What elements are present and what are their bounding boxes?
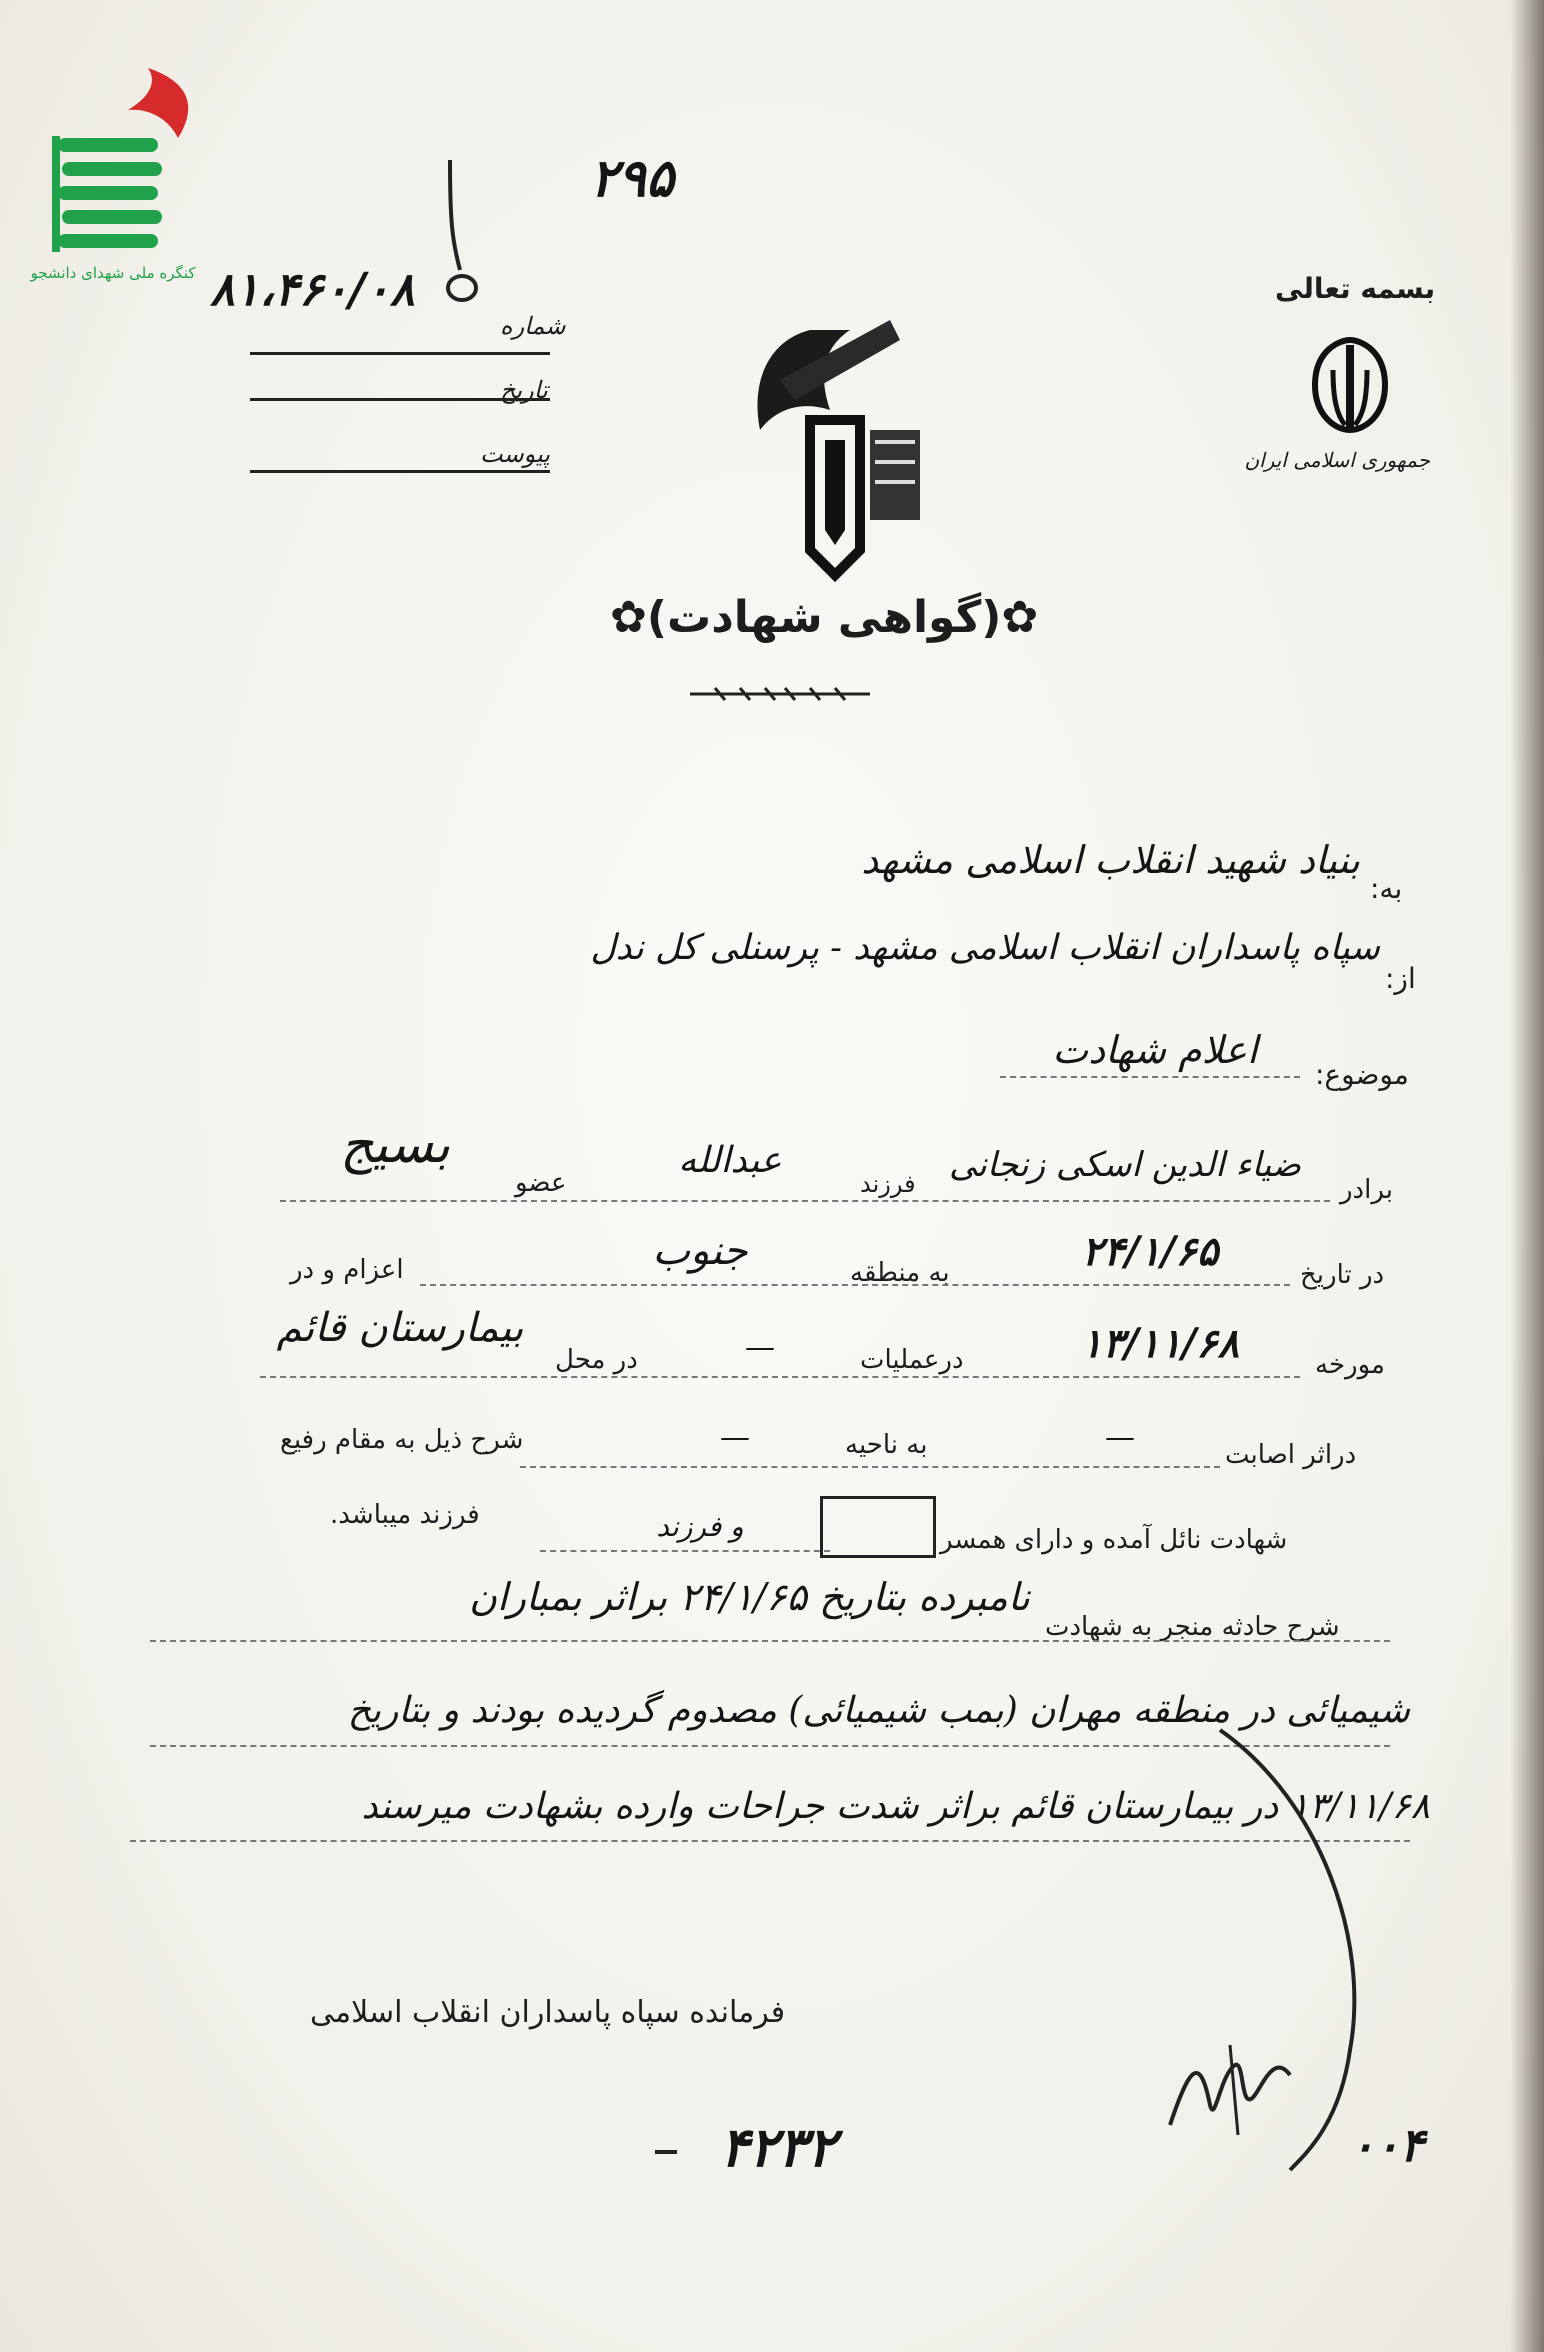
footer-dash — [655, 2150, 677, 2154]
brother-name: ضیاء الدین اسکی زنجانی — [949, 1145, 1301, 1185]
to-value: بنیاد شهید انقلاب اسلامی مشهد — [861, 838, 1360, 882]
file-code: ۲۹۵ — [590, 148, 674, 209]
title-star-icon-right: ✿ — [1001, 592, 1039, 643]
field-line-date — [250, 398, 550, 401]
region-label: به منطقه — [850, 1258, 950, 1288]
reference-number: ۸۱،۴۶۰/۰۸ — [210, 262, 415, 316]
dated-underline — [260, 1376, 1300, 1378]
dispatch-label: اعزام و در — [290, 1255, 404, 1285]
rank-label: شرح ذیل به مقام رفیع — [280, 1425, 524, 1455]
date-value: ۲۴/۱/۶۵ — [1081, 1228, 1219, 1275]
irgc-emblem — [740, 300, 930, 590]
scan-shadow-edge — [1510, 0, 1544, 2352]
brother-underline — [280, 1200, 1330, 1202]
operations-value: — — [745, 1330, 775, 1365]
region-value: جنوب — [652, 1228, 748, 1274]
invocation-text: بسمه تعالی — [1275, 272, 1436, 305]
spouse-box — [820, 1496, 936, 1558]
location-label: در محل — [555, 1345, 638, 1375]
signature-scribble-icon — [1160, 2035, 1320, 2145]
iran-emblem-caption: جمهوری اسلامی ایران — [1244, 448, 1430, 472]
from-label: از: — [1385, 962, 1416, 995]
to-label: به: — [1370, 872, 1403, 905]
signature-mark — [1160, 2060, 1162, 2061]
martyr-label: شهادت نائل آمده و دارای همسر — [940, 1525, 1288, 1555]
narrative-line-3: ۱۳/۱۱/۶۸ در بیمارستان قائم براثر شدت جراحات وارده بشهادت میرسند — [361, 1786, 1430, 1827]
area-value: — — [720, 1420, 750, 1455]
from-value: سپاه پاسداران انقلاب اسلامی مشهد - پرسنلی کل ندل — [590, 928, 1380, 968]
injury-underline — [520, 1466, 1220, 1468]
brother-label: برادر — [1340, 1175, 1393, 1205]
iran-emblem — [1244, 330, 1430, 510]
date-label: در تاریخ — [1300, 1260, 1385, 1290]
operations-label: درعملیات — [860, 1345, 964, 1375]
injury-value: — — [1105, 1420, 1135, 1455]
martyr-underline — [540, 1550, 830, 1552]
date-underline — [420, 1284, 1290, 1286]
sepah-emblem-icon — [740, 300, 930, 590]
area-label: به ناحیه — [845, 1430, 928, 1460]
signature-label: فرمانده سپاه پاسداران انقلاب اسلامی — [310, 1995, 786, 2030]
field-label-date: تاریخ — [500, 376, 548, 404]
congress-logo — [28, 58, 198, 288]
footer-right-number: ۰۰۴ — [1350, 2118, 1425, 2172]
children-label: فرزند میباشد. — [330, 1500, 480, 1530]
narrative-label: شرح حادثه منجر به شهادت — [1045, 1612, 1340, 1642]
pen-scribble-icon — [420, 160, 540, 310]
subject-label: موضوع: — [1315, 1058, 1409, 1091]
subject-value: اعلام شهادت — [1052, 1028, 1258, 1072]
member-value: بسیج — [339, 1115, 451, 1175]
field-line-number — [250, 352, 550, 355]
father-name: عبدالله — [678, 1140, 782, 1181]
footer-left-number: ۴۲۳۲ — [720, 2115, 837, 2179]
narrative-underline-1 — [150, 1640, 1390, 1642]
field-line-attachment — [250, 470, 550, 473]
allah-emblem-icon — [1295, 330, 1405, 440]
children-value: و فرزند — [656, 1510, 744, 1543]
subject-underline — [1000, 1076, 1300, 1078]
narrative-line-2: شیمیائی در منطقه مهران (بمب شیمیائی) مصدوم گردیده بودند و بتاریخ — [347, 1690, 1410, 1731]
title-star-icon-left: ✿ — [610, 592, 647, 643]
dated-value: ۱۳/۱۱/۶۸ — [1080, 1320, 1240, 1367]
member-label: عضو — [515, 1168, 567, 1198]
title-ornament-icon — [685, 682, 875, 706]
books-logo-icon — [28, 58, 198, 258]
injury-label: دراثر اصابت — [1225, 1440, 1357, 1470]
document-title-text: (گواهی شهادت) — [646, 592, 1002, 643]
dated-label: مورخه — [1315, 1350, 1385, 1380]
field-label-attachment: پیوست — [480, 440, 550, 468]
document-title — [610, 592, 1038, 643]
narrative-line-1: نامبرده بتاریخ ۲۴/۱/۶۵ براثر بمباران — [469, 1575, 1030, 1619]
son-label: فرزند — [860, 1170, 916, 1198]
location-value: بیمارستان قائم — [276, 1305, 524, 1351]
field-label-number: شماره — [500, 312, 566, 340]
logo-caption: کنگره ملی شهدای دانشجو — [30, 264, 196, 282]
